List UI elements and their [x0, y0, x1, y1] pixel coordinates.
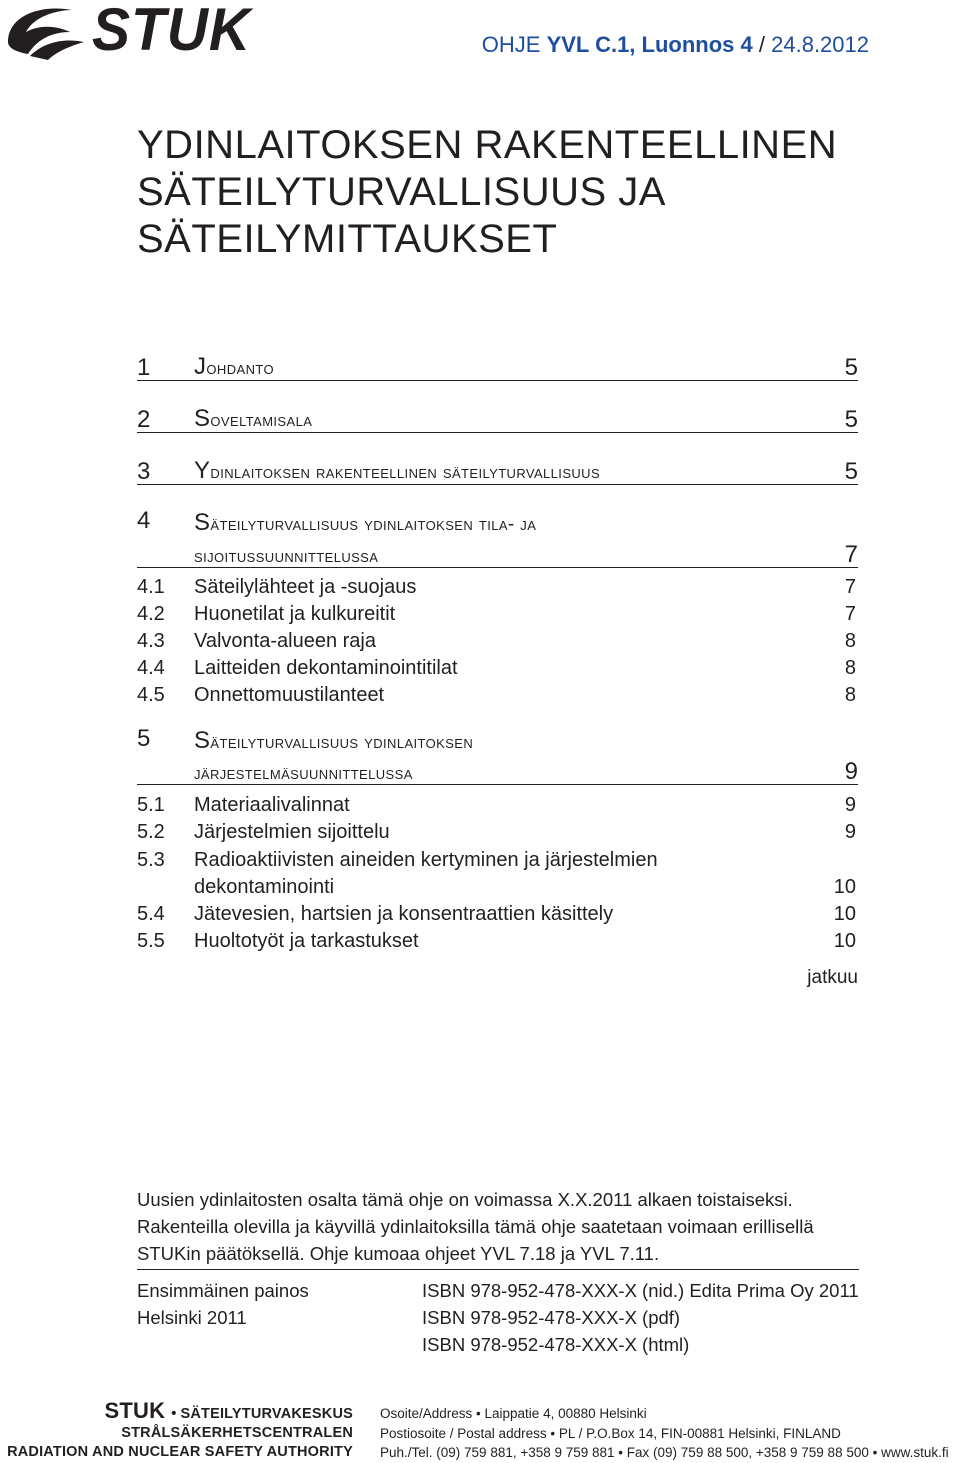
toc-section-title: Materiaalivalinnat	[194, 794, 350, 816]
toc-section-number: 4.4	[137, 657, 165, 679]
guide-code: YVL C.1, Luonnos 4	[546, 32, 753, 57]
stuk-logo	[0, 0, 251, 63]
toc-section-title: Valvonta-alueen raja	[194, 630, 376, 652]
logo-wordmark: STUK	[92, 0, 251, 63]
toc-chapter-number: 3	[137, 458, 151, 485]
toc-section-5-4[interactable]	[137, 901, 858, 928]
toc-chapter-1[interactable]	[137, 347, 858, 381]
guide-date: 24.8.2012	[771, 32, 869, 57]
authority-name-sv: STRÅLSÄKERHETSCENTRALEN	[121, 1425, 353, 1441]
toc-section-5-1[interactable]	[137, 792, 858, 819]
title-line: SÄTEILYTURVALLISUUS JA	[137, 170, 666, 214]
title-line: YDINLAITOKSEN RAKENTEELLINEN	[137, 123, 838, 167]
toc-chapter-2[interactable]	[137, 400, 858, 433]
toc-section-title: Huonetilat ja kulkureitit	[194, 603, 396, 625]
toc-section-title: Radioaktiivisten aineiden kertyminen ja järjestelmien	[194, 849, 658, 871]
toc-chapter-title: Säteilyturvallisuus ydinlaitoksen tila- ja	[194, 509, 537, 536]
authority-fi	[7, 1398, 353, 1424]
toc-section-4-5[interactable]	[137, 682, 858, 709]
toc-chapter-number: 2	[137, 406, 151, 433]
toc-section-title: Järjestelmien sijoittelu	[194, 821, 390, 843]
toc-section-number: 5.3	[137, 849, 165, 871]
toc-page-number: 9	[844, 821, 856, 843]
toc-section-title: Jätevesien, hartsien ja konsentraattien käsittely	[194, 903, 614, 925]
note-line: Uusien ydinlaitosten osalta tämä ohje on voimassa X.X.2011 alkaen toistaiseksi.	[137, 1189, 793, 1210]
toc-section-5-3-continued[interactable]	[137, 874, 858, 901]
toc-section-4-3[interactable]	[137, 628, 858, 655]
toc-section-number: 4.2	[137, 603, 165, 625]
toc-section-title: Säteilylähteet ja -suojaus	[194, 576, 417, 598]
toc-section-number: 5.1	[137, 794, 165, 816]
toc-chapter-title: Säteilyturvallisuus ydinlaitoksen	[194, 727, 474, 754]
toc-section-title: Onnettomuustilanteet	[194, 684, 385, 706]
toc-page-number: 9	[844, 794, 856, 816]
toc-chapter-5[interactable]	[137, 722, 858, 785]
postal-address: Postiosoite / Postal address • PL / P.O.Box 14, FIN-00881 Helsinki, FINLAND	[380, 1425, 841, 1441]
toc-page-number: 8	[844, 657, 856, 679]
toc-section-number: 4.5	[137, 684, 165, 706]
toc-section-4-1[interactable]	[137, 574, 858, 601]
isbn-html: ISBN 978-952-478-XXX-X (html)	[422, 1334, 690, 1355]
toc-page-number: 7	[844, 541, 858, 568]
isbn-pdf: ISBN 978-952-478-XXX-X (pdf)	[422, 1307, 681, 1328]
street-address: Osoite/Address • Laippatie 4, 00880 Helsinki	[380, 1406, 647, 1421]
toc-section-4-4[interactable]	[137, 655, 858, 682]
toc-page-number: 7	[844, 603, 856, 625]
footer-bullet: •	[171, 1406, 177, 1422]
toc-section-4-2[interactable]	[137, 601, 858, 628]
toc-page-number: 10	[833, 903, 856, 925]
toc-section-5-2[interactable]	[137, 819, 858, 846]
guide-identifier	[482, 30, 869, 60]
toc-section-number: 5.4	[137, 903, 165, 925]
toc-chapter-title: Soveltamisala	[194, 405, 313, 432]
continues-label: jatkuu	[807, 967, 858, 988]
toc-section-title: Laitteiden dekontaminointitilat	[194, 657, 458, 679]
stuk-emblem-icon	[0, 2, 90, 60]
authority-name-fi: SÄTEILYTURVAKESKUS	[180, 1406, 353, 1422]
title-line: SÄTEILYMITTAUKSET	[137, 217, 558, 261]
toc-section-number: 4.3	[137, 630, 165, 652]
edition-label: Ensimmäinen painos	[137, 1280, 309, 1301]
toc-chapter-title: Ydinlaitoksen rakenteellinen säteilyturvallisuus	[194, 457, 601, 484]
toc-chapter-3[interactable]	[137, 452, 858, 485]
toc-page-number: 9	[844, 758, 858, 785]
toc-section-title: dekontaminointi	[194, 876, 335, 898]
authority-name-en: RADIATION AND NUCLEAR SAFETY AUTHORITY	[7, 1444, 353, 1460]
isbn-print: ISBN 978-952-478-XXX-X (nid.) Edita Prima Oy 2011	[422, 1280, 859, 1301]
toc-section-number: 4.1	[137, 576, 165, 598]
toc-chapter-number: 5	[137, 725, 151, 752]
toc-page-number: 8	[844, 630, 856, 652]
note-line: Rakenteilla olevilla ja käyvillä ydinlaitoksilla tämä ohje saatetaan voimaan erillisellä	[137, 1216, 814, 1237]
toc-page-number: 10	[833, 930, 856, 952]
toc-page-number: 10	[833, 876, 856, 898]
toc-page-number: 7	[844, 576, 856, 598]
toc-chapter-number: 4	[137, 507, 151, 534]
document-title	[137, 122, 897, 263]
toc-section-title: Huoltotyöt ja tarkastukset	[194, 930, 419, 952]
toc-section-5-3[interactable]	[137, 847, 858, 874]
validity-note	[137, 1186, 859, 1267]
guide-separator: /	[758, 32, 765, 57]
contact-info	[380, 1404, 949, 1463]
footer-stuk: STUK	[104, 1398, 166, 1423]
toc-chapter-4[interactable]	[137, 504, 858, 568]
publication-place: Helsinki 2011	[137, 1307, 247, 1328]
authority-names	[7, 1398, 353, 1462]
toc-chapter-title-continued: järjestelmäsuunnittelussa	[194, 763, 413, 784]
toc-chapter-number: 1	[137, 354, 151, 381]
divider	[137, 1269, 859, 1270]
toc-section-number: 5.2	[137, 821, 165, 843]
guide-prefix: OHJE	[481, 32, 541, 57]
note-line: STUKin päätöksellä. Ohje kumoaa ohjeet YVL 7.18 ja YVL 7.11.	[137, 1243, 660, 1264]
phone-fax-web: Puh./Tel. (09) 759 881, +358 9 759 881 • Fax (09) 759 88 500, +358 9 759 88 500 • www.stuk.fi	[380, 1445, 949, 1460]
toc-section-number: 5.5	[137, 930, 165, 952]
toc-chapter-title: Johdanto	[194, 353, 274, 380]
toc-chapter-title-continued: sijoitussuunnittelussa	[194, 546, 379, 567]
toc-page-number: 5	[844, 458, 858, 485]
toc-section-5-5[interactable]	[137, 928, 858, 955]
toc-page-number: 5	[844, 354, 858, 381]
toc-page-number: 5	[844, 406, 858, 433]
toc-page-number: 8	[844, 684, 856, 706]
